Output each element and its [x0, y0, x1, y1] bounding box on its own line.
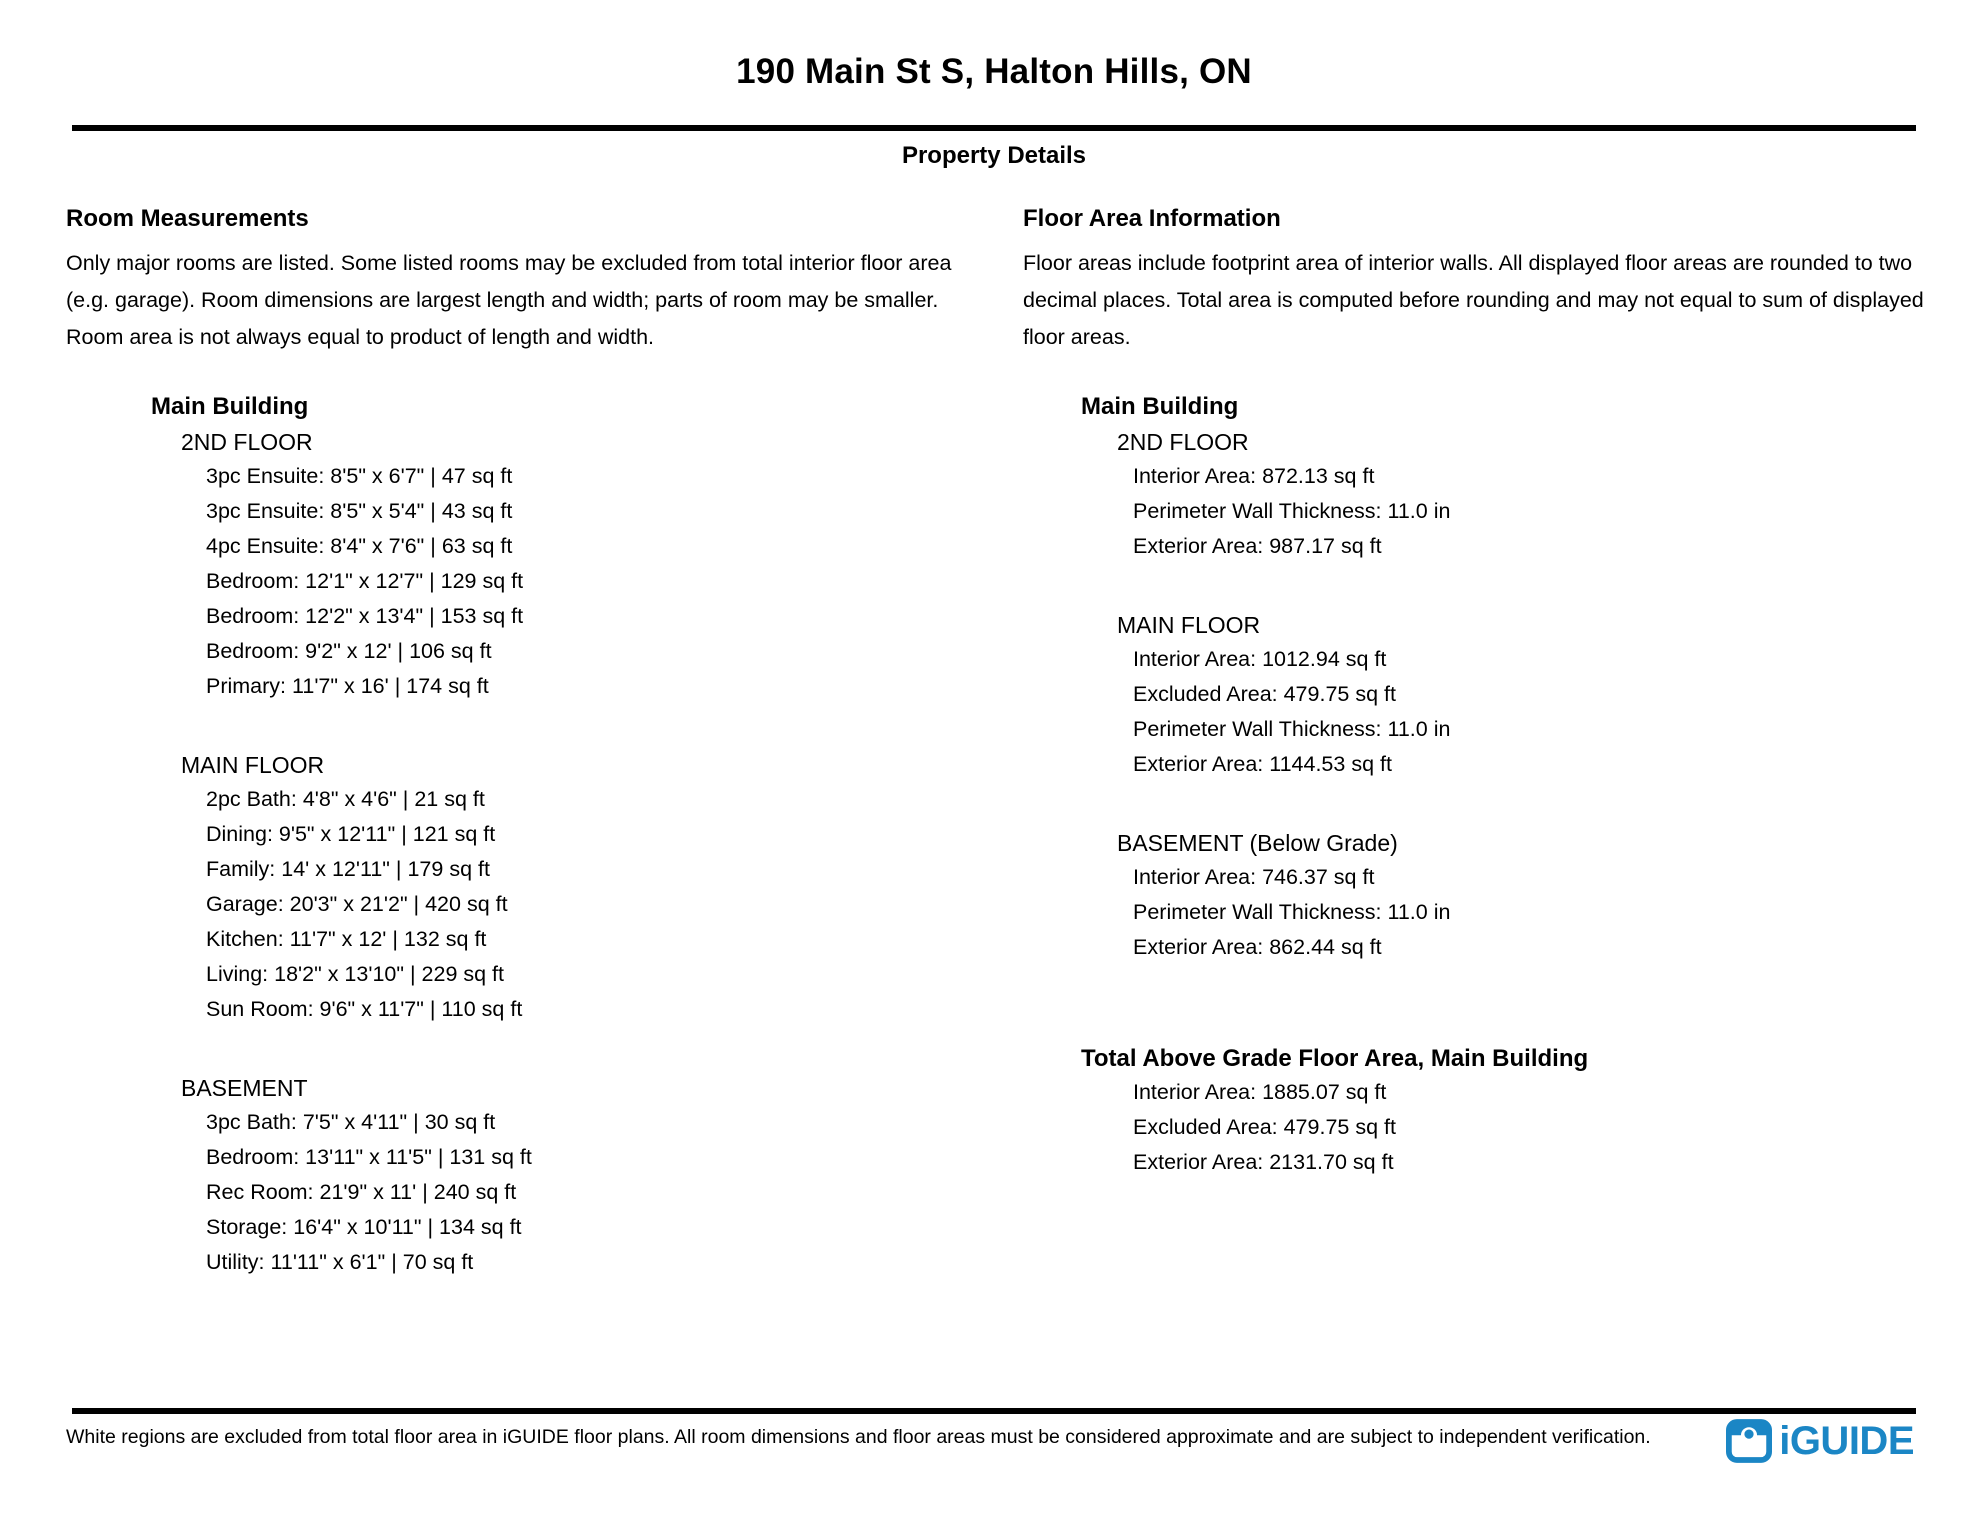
- room-row: Living: 18'2" x 13'10" | 229 sq ft: [206, 962, 504, 986]
- stat-row: Exterior Area: 1144.53 sq ft: [1133, 752, 1392, 776]
- area-block-main-floor: [1081, 609, 1963, 782]
- floor-area-section: [1023, 205, 1963, 1180]
- room-row: 4pc Ensuite: 8'4" x 7'6" | 63 sq ft: [206, 534, 513, 558]
- total-above-grade-heading: Total Above Grade Floor Area, Main Building: [1081, 1045, 1589, 1072]
- stat-row: Interior Area: 1885.07 sq ft: [1133, 1080, 1387, 1104]
- stat-row: Perimeter Wall Thickness: 11.0 in: [1133, 499, 1451, 523]
- floor-area-building: [1081, 392, 1963, 965]
- iguide-camera-icon: [1726, 1419, 1772, 1463]
- floor-area-heading: Floor Area Information: [1023, 205, 1281, 232]
- floor-name: BASEMENT (Below Grade): [1117, 830, 1398, 856]
- description-line: (e.g. garage). Room dimensions are largest length and width; parts of room may be smaller.: [66, 288, 939, 312]
- stat-row: Exterior Area: 862.44 sq ft: [1133, 935, 1382, 959]
- room-row: Bedroom: 9'2" x 12' | 106 sq ft: [206, 639, 492, 663]
- room-row: Sun Room: 9'6" x 11'7" | 110 sq ft: [206, 997, 523, 1021]
- room-row: Family: 14' x 12'11" | 179 sq ft: [206, 857, 490, 881]
- room-row: Rec Room: 21'9" x 11' | 240 sq ft: [206, 1180, 517, 1204]
- room-row: Bedroom: 13'11" x 11'5" | 131 sq ft: [206, 1145, 532, 1169]
- iguide-logo-text: iGUIDE: [1779, 1419, 1914, 1463]
- floor-name: BASEMENT: [181, 1075, 308, 1101]
- page-title: 190 Main St S, Halton Hills, ON: [736, 52, 1252, 91]
- header-divider: [72, 125, 1916, 131]
- room-measurements-building: [151, 392, 1006, 1280]
- stat-row: Exterior Area: 2131.70 sq ft: [1133, 1150, 1394, 1174]
- building-name: Main Building: [151, 393, 309, 420]
- floor-name: MAIN FLOOR: [1117, 612, 1261, 638]
- stat-row: Perimeter Wall Thickness: 11.0 in: [1133, 900, 1451, 924]
- stat-row: Exterior Area: 987.17 sq ft: [1133, 534, 1382, 558]
- room-row: Dining: 9'5" x 12'11" | 121 sq ft: [206, 822, 496, 846]
- description-line: floor areas.: [1023, 325, 1131, 349]
- room-row: Bedroom: 12'1" x 12'7" | 129 sq ft: [206, 569, 524, 593]
- floor-block-2nd-floor: [151, 426, 1006, 704]
- stat-row: Interior Area: 1012.94 sq ft: [1133, 647, 1387, 671]
- stat-row: Interior Area: 746.37 sq ft: [1133, 865, 1375, 889]
- room-row: Bedroom: 12'2" x 13'4" | 153 sq ft: [206, 604, 524, 628]
- room-measurements-heading: Room Measurements: [66, 205, 309, 232]
- room-row: 2pc Bath: 4'8" x 4'6" | 21 sq ft: [206, 787, 485, 811]
- description-line: Room area is not always equal to product of length and width.: [66, 325, 655, 349]
- stat-row: Excluded Area: 479.75 sq ft: [1133, 1115, 1396, 1139]
- room-row: Kitchen: 11'7" x 12' | 132 sq ft: [206, 927, 487, 951]
- area-block-2nd-floor: [1081, 426, 1963, 564]
- floor-name: MAIN FLOOR: [181, 752, 325, 778]
- room-row: Storage: 16'4" x 10'11" | 134 sq ft: [206, 1215, 522, 1239]
- stat-row: Excluded Area: 479.75 sq ft: [1133, 682, 1396, 706]
- page-subtitle: Property Details: [901, 142, 1087, 169]
- floor-block-basement: [151, 1072, 1006, 1280]
- description-line: Only major rooms are listed. Some listed rooms may be excluded from total interior floor area: [66, 251, 952, 275]
- room-measurements-description: [66, 245, 1006, 356]
- footer-divider: [72, 1408, 1916, 1414]
- room-row: 3pc Bath: 7'5" x 4'11" | 30 sq ft: [206, 1110, 496, 1134]
- room-row: 3pc Ensuite: 8'5" x 5'4" | 43 sq ft: [206, 499, 513, 523]
- area-block-basement: [1081, 827, 1963, 965]
- room-row: Primary: 11'7" x 16' | 174 sq ft: [206, 674, 489, 698]
- floor-name: 2ND FLOOR: [181, 429, 313, 455]
- stat-row: Perimeter Wall Thickness: 11.0 in: [1133, 717, 1451, 741]
- room-row: Utility: 11'11" x 6'1" | 70 sq ft: [206, 1250, 474, 1274]
- total-above-grade-block: [1081, 1043, 1963, 1180]
- description-line: Floor areas include footprint area of interior walls. All displayed floor areas are rounded to two: [1023, 251, 1913, 275]
- floor-block-main-floor: [151, 749, 1006, 1027]
- floor-area-description: [1023, 245, 1963, 356]
- iguide-logo: [1726, 1419, 1914, 1463]
- floor-name: 2ND FLOOR: [1117, 429, 1249, 455]
- stat-row: Interior Area: 872.13 sq ft: [1133, 464, 1375, 488]
- footer-disclaimer: White regions are excluded from total floor area in iGUIDE floor plans. All room dimensions and floor areas must be considered approximate and are subject to independent verification.: [66, 1426, 1651, 1448]
- description-line: decimal places. Total area is computed before rounding and may not equal to sum of displayed: [1023, 288, 1924, 312]
- room-row: Garage: 20'3" x 21'2" | 420 sq ft: [206, 892, 508, 916]
- room-measurements-section: [66, 205, 1006, 1280]
- building-name: Main Building: [1081, 393, 1239, 420]
- room-row: 3pc Ensuite: 8'5" x 6'7" | 47 sq ft: [206, 464, 513, 488]
